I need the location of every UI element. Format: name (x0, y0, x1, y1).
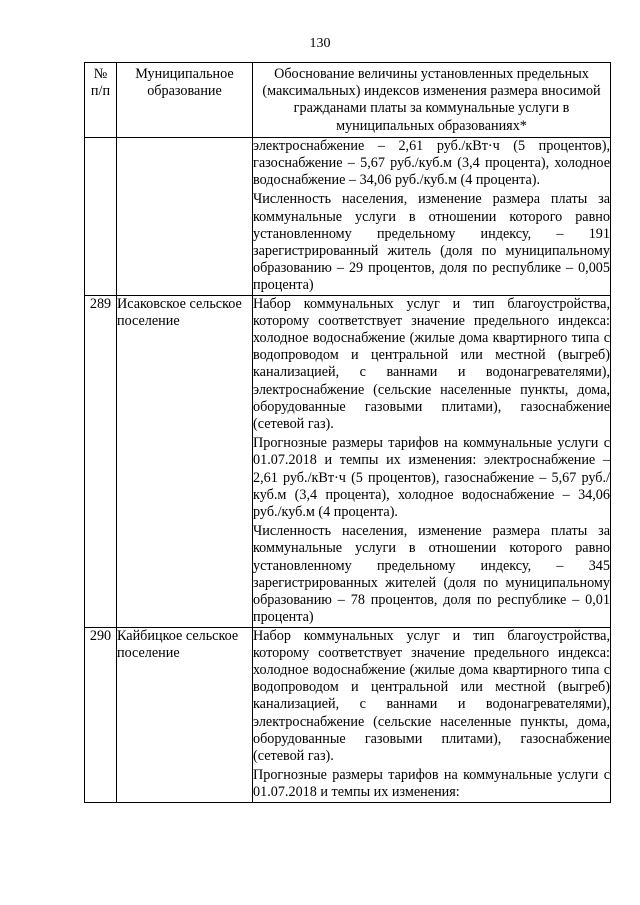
header-number (85, 63, 117, 138)
justification-paragraph: Набор коммунальных услуг и тип благоустройства, которому соответствует значение предельного индекса: холодное водоснабжение (жилые дома квартирного типа с водопроводом и центральной или местной (выгреб) канализацией, с ваннами и водонагревателями), электроснабжение (сельские населенные пункты, дома, оборудованные газовыми плитами), газоснабжение (сетевой газ). (253, 295, 610, 433)
row-justification (253, 137, 611, 295)
table-row (85, 137, 611, 295)
row-municipality: Кайбицкое сельское поселение (117, 627, 253, 802)
row-municipality (117, 137, 253, 295)
table-row (85, 627, 611, 802)
justification-paragraph: Численность населения, изменение размера платы за коммунальные услуги в отношении которого равно установленному предельному индексу, – 345 зарегистрированных жителей (доля по муниципальному образованию – 78 процентов, доля по республике – 0,01 процента) (253, 523, 610, 626)
header-municipality-label: Муниципальное образование (135, 66, 234, 100)
row-justification (253, 295, 611, 627)
row-number: 289 (85, 295, 117, 627)
justification-paragraph: Прогнозные размеры тарифов на коммунальные услуги с 01.07.2018 и темпы их изменения: (253, 767, 610, 801)
justification-paragraph: Набор коммунальных услуг и тип благоустройства, которому соответствует значение предельного индекса: холодное водоснабжение (жилые дома квартирного типа с водопроводом и центральной или местной (выгреб) канализацией, с ваннами и водонагревателями), электроснабжение (сельские населенные пункты, дома, оборудованные газовыми плитами), газоснабжение (сетевой газ). (253, 627, 610, 764)
row-number: 290 (85, 627, 117, 802)
row-justification (253, 627, 611, 802)
page-number: 130 (309, 36, 331, 51)
header-justification (253, 63, 611, 138)
tariff-justification-table (84, 62, 611, 803)
header-municipality (117, 63, 253, 138)
justification-paragraph: Численность населения, изменение размера платы за коммунальные услуги в отношении которого равно установленному предельному индексу, – 191 зарегистрированный житель (доля по муниципальному образованию – 29 процентов, доля по республике – 0,005 процента) (253, 191, 610, 294)
header-number-label: № п/п (90, 66, 111, 100)
table-row (85, 295, 611, 627)
header-justification-label: Обоснование величины установленных предельных (максимальных) индексов изменения размера вносимой гражданами платы за коммунальные услуги в муниципальных образованиях* (262, 66, 601, 134)
table-header-row (85, 63, 611, 138)
justification-paragraph: электроснабжение – 2,61 руб./кВт·ч (5 процентов), газоснабжение – 5,67 руб./куб.м (3,4 процента), холодное водоснабжение – 34,06 руб./куб.м (4 процента). (253, 137, 610, 189)
row-municipality: Исаковское сельское поселение (117, 295, 253, 627)
row-number (85, 137, 117, 295)
justification-paragraph: Прогнозные размеры тарифов на коммунальные услуги с 01.07.2018 и темпы их изменения: электроснабжение – 2,61 руб./кВт·ч (5 процентов), газоснабжение – 5,67 руб./куб.м (3,4 процента), холодное водоснабжение – 34,06 руб./куб.м (4 процента). (253, 435, 610, 521)
